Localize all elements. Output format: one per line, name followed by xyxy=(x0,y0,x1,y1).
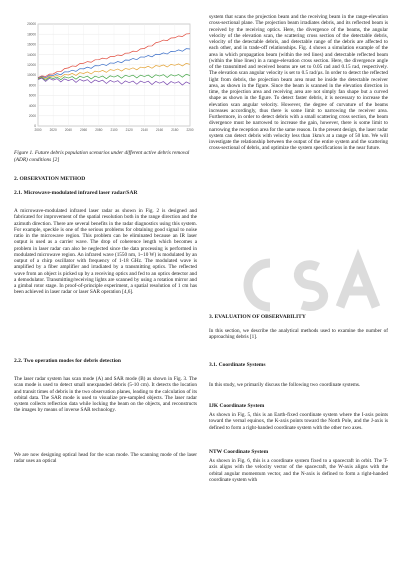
x-tick-label: 2160 xyxy=(156,128,164,132)
x-tick-label: 2100 xyxy=(110,128,118,132)
section-heading-evaluation: 3. EVALUATION OF OBSERVABILITY xyxy=(209,314,306,320)
paragraph-intro: system that scans the projection beam and the receiving beam in the range-elevation cross-sectional plane. The projection beam irradiates debris, and its reflected beam is received by the receiving optics. Here, the divergence of the beams, the angular velocity of the elevation scan, the scattering cross section of the detectable debris, velocity of the detectable debris, and detectable range of the debris are affected to each other, and in trade-off relationships. Fig. 4 shows a simulation example of the area in which propagation beam (within the red lines) and detectable reflected beam (within the blue lines) in a range-elevation cross section. Here, the divergence angle of the transmitted and received beams are set to 0.05 rad and 0.15 rad, respectively. The elevation scan angular velocity is set to 0.5 rad/µs. In order to detect the reflected light from debris, the projection beam area must be inside the detectable receiver area, as shown in the figure. Since the beam is scanned in the elevation direction in time, the projection area and receiving area are not simply fan shape but a curved shape as shown in the figure. To detect faster debris, it is necessary to increase the elevation scan angular velocity. However, the degree of curvature of the beams increases accordingly, thus there is some limit to narrowing the receiver area. Furthermore, in order to detect debris with a small scattering cross section, the beam divergence must be narrowed to increase the gain, however, there is some limit to narrowing the reception area for the same reason. In the present design, the laser radar system can detect debris with velocity less than 1km/s at a range of 50 km. We will investigate the relationship between the output of the entire system and the scattering cross-sectional of debris, and optimize the system specifications in the near future. xyxy=(209,14,388,152)
x-tick-label: 2060 xyxy=(80,128,88,132)
x-tick-label: 2000 xyxy=(34,128,42,132)
x-tick-label: 2200 xyxy=(186,128,194,132)
watermark-logo xyxy=(240,245,390,325)
subsection-heading-microwave: 2.1. Microwave-modulated infrared laser radar/SAR xyxy=(14,190,138,196)
y-tick-label: 14000 xyxy=(27,52,36,57)
x-tick-label: 2020 xyxy=(49,128,57,132)
heading-ijk: IJK Coordinate System xyxy=(209,403,265,409)
y-tick-label: 2000 xyxy=(28,114,36,118)
y-tick-label: 16000 xyxy=(27,42,36,47)
y-tick-label: 0 xyxy=(34,124,36,129)
x-tick-label: 2120 xyxy=(125,128,133,132)
y-tick-label: 4000 xyxy=(28,103,36,108)
x-tick-label: 2080 xyxy=(95,128,103,132)
y-tick-label: 6000 xyxy=(28,93,36,98)
paragraph-evaluation: In this section, we describe the analytical methods used to examine the number of approaching debris [1]. xyxy=(209,328,388,341)
paragraph-ijk: As shown in Fig. 5, this is an Earth-fixed coordinate system where the I-axis points toward the vernal equinox, the K-axis points toward the North Pole, and the J-axis is defined to form a right-handed coordinate system with the other two axes. xyxy=(209,412,388,431)
paragraph-ntw: As shown in Fig. 6, this is a coordinate system fixed to a spacecraft in orbit. The T-axis aligns with the velocity vector of the spacecraft, the W-axis aligns with the orbital angular momentum vector, and the N-axis is defined to form a right-handed coordinate system with xyxy=(209,458,388,483)
section-heading-observation: 2. OBSERVATION METHOD xyxy=(14,176,86,182)
subsection-heading-coordinate: 3.1. Coordinate Systems xyxy=(209,362,266,368)
paragraph-microwave: A microwave-modulated infrared laser radar as shown in Fig. 2 is designed and fabricated for improvement of the spatial resolution both in the range direction and the azimuth direction. There are several benefits in the radar diagnostics using this system. For example, speckle is one of the serious problems for obtaining good signal to noise ratio in the microwave region. This problem can be eliminated because an IR laser output is used as a carrier wave. The drop of coherence length which becomes a problem in laser radar can also be neglected since the data processing is performed in modulated microwave region. An infrared wave (1550 nm, 1~10 W) is modulated by an output of a chirp oscillator with frequency of 1-18 GHz. The modulated wave is amplified by a fiber amplifier and irradiated by a transmitting optics. The reflected wave from an object is picked up by a receiving optics and fed to an optics detector and a demodulator. Transmitting/receiving lights are scanned by using a rotation mirror and a gimbal rotor stage. In proof-of-principle experiment, a spatial resolution of 1 cm has been achieved in laser radar or laser SAR operation [4,6]. xyxy=(14,208,197,296)
paragraph-design: We are now designing optical head for the scan mode. The scanning mode of the laser radar uses an optical xyxy=(14,452,197,465)
y-tick-label: 20000 xyxy=(27,22,36,27)
y-tick-label: 18000 xyxy=(27,32,36,37)
paragraph-coordinate: In this study, we primarily discuss the following two coordinate systems. xyxy=(209,382,361,388)
figure-caption: Figure 1. Future debris population scenarios under different active debris removal (ADR) conditions [2] xyxy=(14,150,190,163)
heading-ntw: NTW Coordinate System xyxy=(209,449,269,455)
x-tick-label: 2040 xyxy=(64,128,72,132)
subsection-heading-twomode: 2.2. Two operation modes for debris detection xyxy=(14,358,121,364)
y-tick-label: 10000 xyxy=(27,73,36,78)
x-tick-label: 2180 xyxy=(171,128,179,132)
y-tick-label: 8000 xyxy=(28,83,36,88)
debris-chart xyxy=(20,18,196,143)
paragraph-twomode: The laser radar system has scan mode (A) and SAR mode (B) as shown in Fig. 3. The scan mode is used to detect small unexpanded debris (5-10 cm). It detects the location and transit times of debris in the two observation planes, leading to the calculation of its orbital data. The SAR mode is used to visualize pre-sampled objects. The laser radar system collects reflection data while locking the beam on the objects, and reconstructs the images by means of inverse SAR technology. xyxy=(14,376,197,414)
y-tick-label: 12000 xyxy=(27,63,36,67)
debris-chart-svg xyxy=(20,18,196,143)
x-tick-label: 2140 xyxy=(140,128,148,132)
